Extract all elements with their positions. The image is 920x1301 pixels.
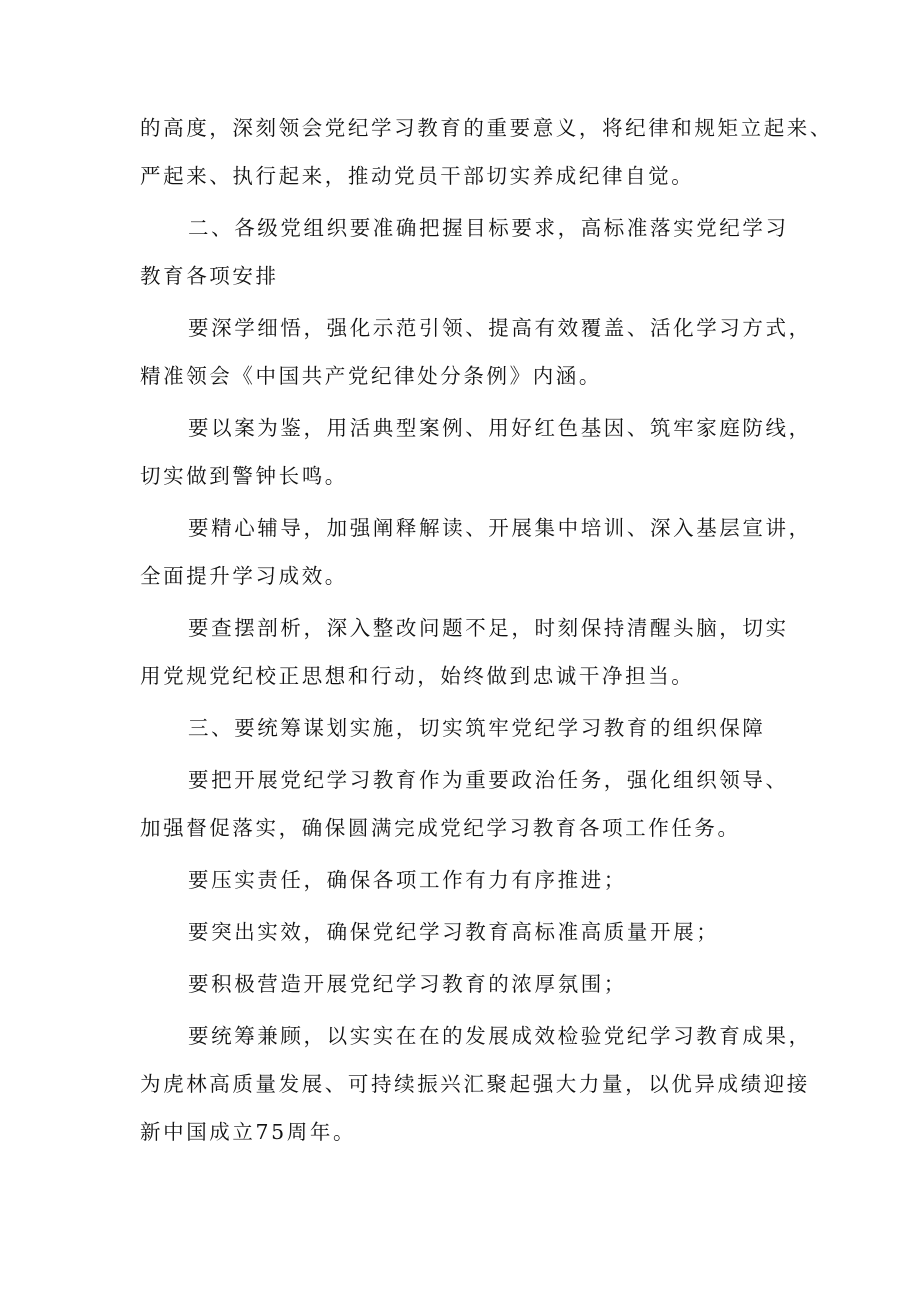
- paragraph: [140, 908, 800, 956]
- text-line: 要精心辅导，加强阐释解读、开展集中培训、深入基层宣讲，: [188, 516, 812, 540]
- paragraph: [140, 856, 800, 904]
- paragraph: [140, 756, 800, 852]
- text-line: 严起来、执行起来，推动党员干部切实养成纪律自觉。: [140, 164, 695, 188]
- paragraph: [140, 304, 812, 400]
- heading-line: 教育各项安排: [140, 264, 279, 288]
- text-line: 为虎林高质量发展、可持续振兴汇聚起强大力量，以优异成绩迎接: [140, 1072, 810, 1096]
- text-line: 用党规党纪校正思想和行动，始终做到忠诚干净担当。: [140, 664, 695, 688]
- text-line: 加强督促落实，确保圆满完成党纪学习教育各项工作任务。: [140, 816, 741, 840]
- text-line: 要以案为鉴，用活典型案例、用好红色基因、筑牢家庭防线，: [188, 416, 812, 440]
- paragraph: [140, 1012, 812, 1156]
- text-line: 要压实责任，确保各项工作有力有序推进；: [188, 868, 627, 892]
- heading-line: 三、要统筹谋划实施，切实筑牢党纪学习教育的组织保障: [188, 716, 766, 740]
- paragraph: [140, 960, 800, 1008]
- text-line: 精准领会《中国共产党纪律处分条例》内涵。: [140, 364, 602, 388]
- document-body: [140, 104, 833, 1160]
- text-line: 要突出实效，确保党纪学习教育高标准高质量开展；: [188, 920, 720, 944]
- paragraph: [140, 404, 812, 500]
- text-line: 全面提升学习成效。: [140, 564, 348, 588]
- text-line: 新中国成立75周年。: [140, 1120, 357, 1144]
- text-line: 切实做到警钟长鸣。: [140, 464, 348, 488]
- section-heading-2: [140, 204, 800, 300]
- text-line: 要深学细悟，强化示范引领、提高有效覆盖、活化学习方式，: [188, 316, 812, 340]
- text-line: 要积极营造开展党纪学习教育的浓厚氛围；: [188, 972, 627, 996]
- heading-line: 二、各级党组织要准确把握目标要求，高标准落实党纪学习: [188, 216, 789, 240]
- section-heading-3: [140, 704, 800, 752]
- text-line: 要查摆剖析，深入整改问题不足，时刻保持清醒头脑，切实: [188, 616, 789, 640]
- text-line: 要统筹兼顾，以实实在在的发展成效检验党纪学习教育成果，: [188, 1024, 812, 1048]
- paragraph: [140, 604, 800, 700]
- paragraph: [140, 504, 812, 600]
- text-line: 的高度，深刻领会党纪学习教育的重要意义，将纪律和规矩立起来、: [140, 116, 833, 140]
- text-line: 要把开展党纪学习教育作为重要政治任务，强化组织领导、: [188, 768, 789, 792]
- paragraph-continuation: [140, 104, 833, 200]
